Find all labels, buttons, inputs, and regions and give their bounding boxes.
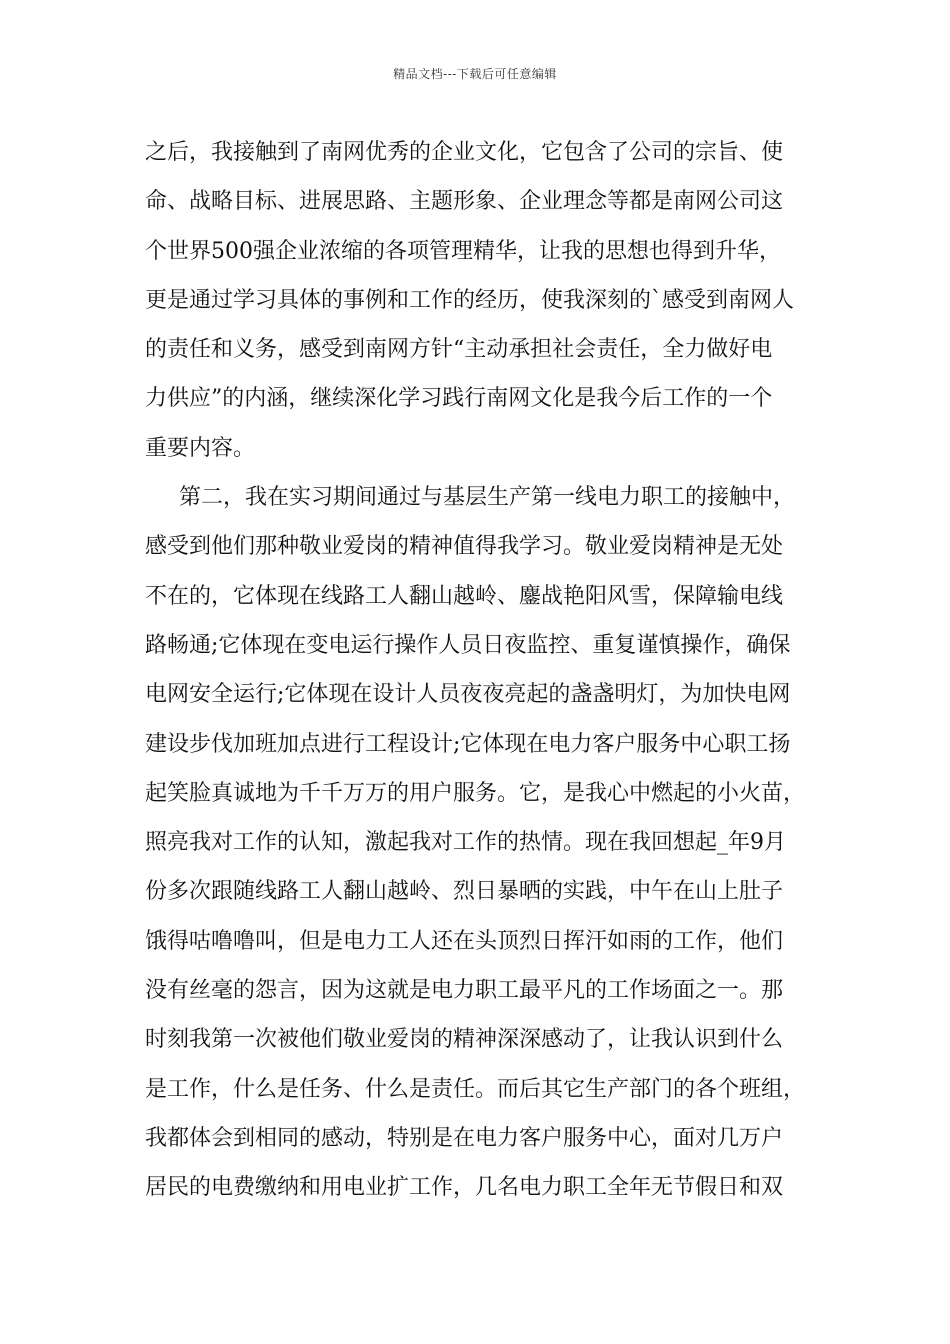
text-line: 建设步伐加班加点进行工程设计;它体现在电力客户服务中心职工扬 [145,731,791,757]
page-header: 精品文档---下载后可任意编辑 [393,67,557,81]
text-line: 时刻我第一次被他们敬业爱岗的精神深深感动了，让我认识到什么 [145,1027,784,1053]
text-line: 力供应”的内涵，继续深化学习践行南网文化是我今后工作的一个 [145,386,773,412]
paragraph-start-line: 第二，我在实习期间通过与基层生产第一线电力职工的接触中， [179,485,796,511]
text-line: 照亮我对工作的认知，激起我对工作的热情。现在我回想起_年9月 [145,830,786,856]
text-line: 居民的电费缴纳和用电业扩工作，几名电力职工全年无节假日和双 [145,1175,784,1201]
text-line: 之后，我接触到了南网优秀的企业文化，它包含了公司的宗旨、使 [145,140,784,165]
text-line: 起笑脸真诚地为千千万万的用户服务。它，是我心中燃起的小火苗， [145,780,806,806]
text-line: 重要内容。 [145,435,256,461]
body-text [145,128,825,1213]
text-line: 我都体会到相同的感动，特别是在电力客户服务中心，面对几万户 [145,1125,784,1151]
text-line: 电网安全运行;它体现在设计人员夜夜亮起的盏盏明灯，为加快电网 [145,682,791,708]
text-line: 命、战略目标、进展思路、主题形象、企业理念等都是南网公司这 [145,189,784,215]
text-line: 是工作，什么是任务、什么是责任。而后其它生产部门的各个班组， [145,1076,806,1102]
text-line: 没有丝毫的怨言，因为这就是电力职工最平凡的工作场面之一。那 [145,978,784,1004]
text-line: 饿得咕噜噜叫，但是电力工人还在头顶烈日挥汗如雨的工作，他们 [145,928,784,954]
text-line: 份多次跟随线路工人翻山越岭、烈日暴晒的实践，中午在山上肚子 [145,879,784,905]
text-line: 的责任和义务，感受到南网方针“主动承担社会责任，全力做好电 [145,337,773,363]
text-line: 个世界500强企业浓缩的各项管理精华，让我的思想也得到升华， [145,238,781,264]
text-line: 更是通过学习具体的事例和工作的经历，使我深刻的`感受到南网人 [145,287,795,313]
text-line: 感受到他们那种敬业爱岗的精神值得我学习。敬业爱岗精神是无处 [145,534,784,560]
text-line: 路畅通;它体现在变电运行操作人员日夜监控、重复谨慎操作，确保 [145,632,791,658]
text-line: 不在的，它体现在线路工人翻山越岭、鏖战艳阳风雪，保障输电线 [145,583,784,609]
